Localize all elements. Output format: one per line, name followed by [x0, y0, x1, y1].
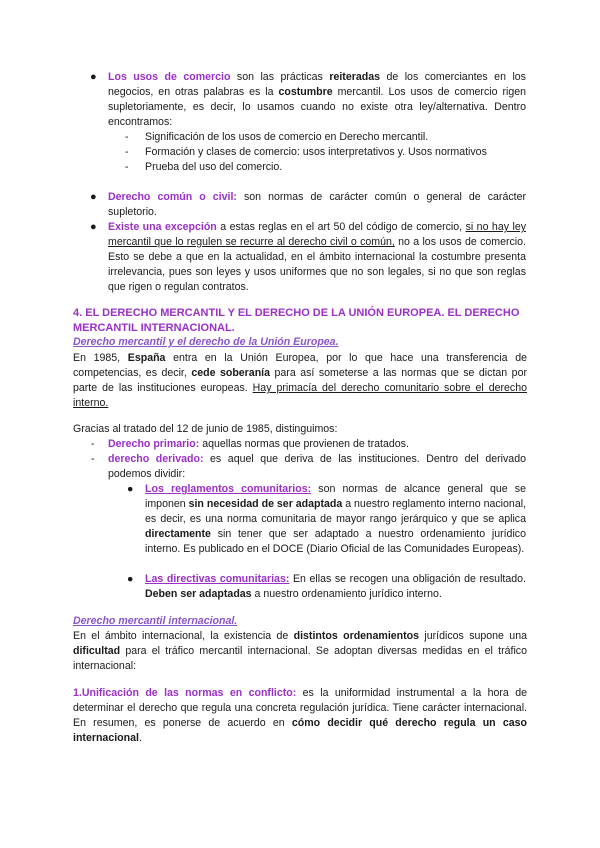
list-item-derivado [91, 452, 526, 482]
bold-text: cede soberanía [191, 367, 271, 379]
list-item-directivas [127, 572, 526, 602]
text: jurídicos supone una [419, 630, 527, 642]
term-reglamentos: Los reglamentos comunitarios: [145, 483, 312, 495]
text: . [138, 732, 142, 744]
subheading-ue: Derecho mercantil y el derecho de la Unión Europea. [73, 336, 339, 348]
underlined-text: Hay primacía del derecho comunitario sobre el derecho interno. [73, 382, 527, 409]
bullet-icon: ● [90, 221, 97, 233]
term-primario: Derecho primario: [108, 438, 200, 450]
bullet-icon: ● [127, 573, 134, 585]
list-item-usos-3 [125, 160, 525, 175]
text: Prueba del uso del comercio. [145, 161, 283, 173]
term-unificacion: 1.Unificación de las normas en conflicto: [73, 687, 297, 699]
bullet-icon: ● [90, 71, 97, 83]
text: no a los usos de comercio. Esto se debe a que en la actualidad, en el ámbito internacional la costumbre presenta irrelevancia, pues son leyes y usos uniformes que no son legales, si no que son reglas que rigen o regulan contratos. [108, 236, 526, 293]
list-item-usos-comercio [90, 70, 526, 130]
text: a nuestro ordenamiento jurídico interno. [251, 588, 442, 600]
bold-text: costumbre [278, 86, 333, 98]
list-item-usos-2 [125, 145, 525, 160]
text: En ellas se recogen una obligación de resultado. [289, 573, 526, 585]
term-derivado: derecho derivado: [108, 453, 204, 465]
list-item-usos-1 [125, 130, 525, 145]
dash-icon: - [125, 131, 129, 143]
text: En 1985, [73, 352, 128, 364]
list-item-primario [91, 437, 526, 452]
list-item-reglamentos [127, 482, 527, 557]
list-item-excepcion [90, 220, 527, 295]
term-usos-comercio: Los usos de comercio [108, 71, 231, 83]
dash-icon: - [125, 146, 129, 158]
paragraph-espana [73, 351, 527, 411]
term-derecho-comun: Derecho común o civil: [108, 191, 237, 203]
text: es aquel que deriva de las instituciones. Dentro del derivado podemos dividir: [108, 453, 526, 480]
dash-icon: - [91, 453, 95, 465]
text: para el tráfico mercantil internacional. Se adoptan diversas medidas en el tráfico internacional: [73, 645, 527, 672]
text: mercantil. Los usos de comercio rigen supletoriamente, es decir, lo usamos cuando no existe otra ley/alternativa. Dentro encontramos: [108, 86, 526, 128]
text: para así someterse a las normas que se dictan por parte de las instituciones europeas. [73, 367, 527, 394]
term-excepcion: Existe una excepción [108, 221, 217, 233]
text: Formación y clases de comercio: usos interpretativos y. Usos normativos [145, 146, 487, 158]
bold-text: Deben ser adaptadas [145, 588, 252, 600]
bullet-icon: ● [90, 191, 97, 203]
text: son normas de carácter común o general de carácter supletorio. [108, 191, 527, 218]
bold-text: directamente [145, 528, 211, 540]
bold-text: cómo decidir qué derecho regula un caso internacional [73, 717, 528, 744]
bold-text: sin necesidad de ser adaptada [188, 498, 343, 510]
bold-text: dificultad [73, 645, 121, 657]
text: En el ámbito internacional, la existencia de [73, 630, 294, 642]
bullet-icon: ● [127, 483, 134, 495]
text: aquellas normas que provienen de tratados. [199, 438, 409, 450]
text: a estas reglas en el art 50 del código de comercio, [216, 221, 466, 233]
list-item-derecho-comun [90, 190, 527, 220]
text: son normas de alcance general que se imponen [145, 483, 526, 510]
underlined-text: si no hay ley mercantil que lo regulen se recurre al derecho civil o común, [108, 221, 527, 248]
text: de los comerciantes en los negocios, en otras palabras es la [108, 71, 526, 98]
text: Significación de los usos de comercio en Derecho mercantil. [145, 131, 429, 143]
text: entra en la Unión Europea, por lo que hace una transferencia de competencias, es decir, [73, 352, 527, 379]
term-directivas: Las directivas comunitarias: [145, 573, 290, 585]
text: a nuestro reglamento interno nacional, es decir, es una norma comunitaria de mayor rango jerárquico y que se aplica [145, 498, 527, 525]
bold-text: distintos ordenamientos [293, 630, 420, 642]
dash-icon: - [91, 438, 95, 450]
text: es la uniformidad instrumental a la hora de determinar el derecho que regula una concreta regulación jurídica. Tiene carácter internacional. En resumen, es ponerse de acuerdo en [73, 687, 527, 729]
bold-text: España [127, 352, 166, 364]
bold-text: reiteradas [329, 71, 380, 83]
paragraph-internacional [73, 629, 527, 674]
text: sin tener que ser adaptado a nuestro ordenamiento jurídico interno. Es publicado en el DOCE (Diario Oficial de las Comunidades Europeas). [145, 528, 526, 555]
subheading-internacional: Derecho mercantil internacional. [73, 615, 238, 627]
section-4-heading: 4. EL DERECHO MERCANTIL Y EL DERECHO DE LA UNIÓN EUROPEA. EL DERECHO MERCANTIL INTERNACIONAL. [73, 307, 520, 334]
dash-icon: - [125, 161, 129, 173]
text: son las prácticas [230, 71, 330, 83]
paragraph-tratado: Gracias al tratado del 12 de junio de 1985, distinguimos: [73, 423, 338, 435]
paragraph-unificacion [73, 686, 527, 746]
